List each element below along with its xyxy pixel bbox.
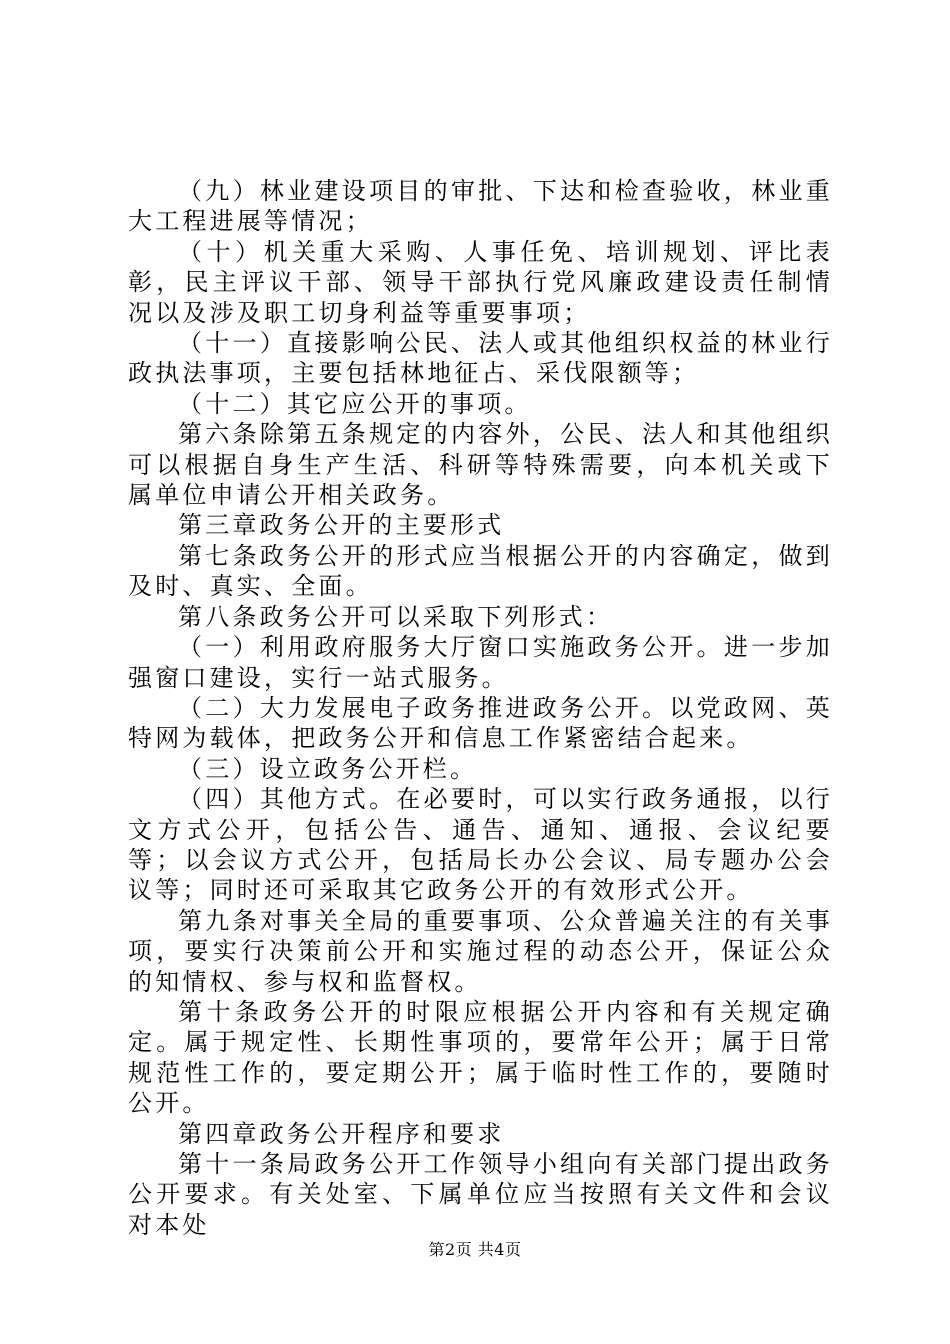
paragraph-item-12: （十二）其它应公开的事项。 <box>178 389 532 418</box>
form-item-4: （四）其他方式。在必要时，可以实行政务通报，以行文方式公开，包括公告、通告、通知、通报、会议纪要等；以会议方式公开，包括局长办公会议、局专题办公会议等；同时还可采取其它政务公开的有效形式公开。 <box>128 785 833 905</box>
document-body <box>128 176 833 1240</box>
article-9: 第九条对事关全局的重要事项、公众普遍关注的有关事项，要实行决策前公开和实施过程的动态公开，保证公众的知情权、参与权和监督权。 <box>128 906 833 996</box>
article-11: 第十一条局政务公开工作领导小组向有关部门提出政务公开要求。有关处室、下属单位应当按照有关文件和会议对本处 <box>128 1150 833 1239</box>
form-item-1: （一）利用政府服务大厅窗口实施政务公开。进一步加强窗口建设，实行一站式服务。 <box>128 633 833 692</box>
paragraph-item-9: （九）林业建设项目的审批、下达和检查验收，林业重大工程进展等情况； <box>128 177 833 236</box>
chapter-4-heading: 第四章政务公开程序和要求 <box>178 1119 505 1148</box>
article-6: 第六条除第五条规定的内容外，公民、法人和其他组织可以根据自身生产生活、科研等特殊需要，向本机关或下属单位申请公开相关政务。 <box>128 420 833 510</box>
form-item-2: （二）大力发展电子政务推进政务公开。以党政网、英特网为载体，把政务公开和信息工作紧密结合起来。 <box>128 693 833 753</box>
article-7: 第七条政务公开的形式应当根据公开的内容确定，做到及时、真实、全面。 <box>128 541 833 601</box>
page-number-footer: 第2页 共4页 <box>428 1240 522 1259</box>
form-item-3: （三）设立政务公开栏。 <box>178 754 478 783</box>
paragraph-item-11: （十一）直接影响公民、法人或其他组织权益的林业行政执法事项，主要包括林地征占、采伐限额等； <box>128 329 833 388</box>
chapter-3-heading: 第三章政务公开的主要形式 <box>178 511 505 540</box>
article-10: 第十条政务公开的时限应根据公开内容和有关规定确定。属于规定性、长期性事项的，要常年公开；属于日常规范性工作的，要定期公开；属于临时性工作的，要随时公开。 <box>128 997 833 1118</box>
paragraph-item-10: （十）机关重大采购、人事任免、培训规划、评比表彰，民主评议干部、领导干部执行党风廉政建设责任制情况以及涉及职工切身利益等重要事项； <box>128 237 833 327</box>
article-8: 第八条政务公开可以采取下列形式： <box>178 602 614 631</box>
